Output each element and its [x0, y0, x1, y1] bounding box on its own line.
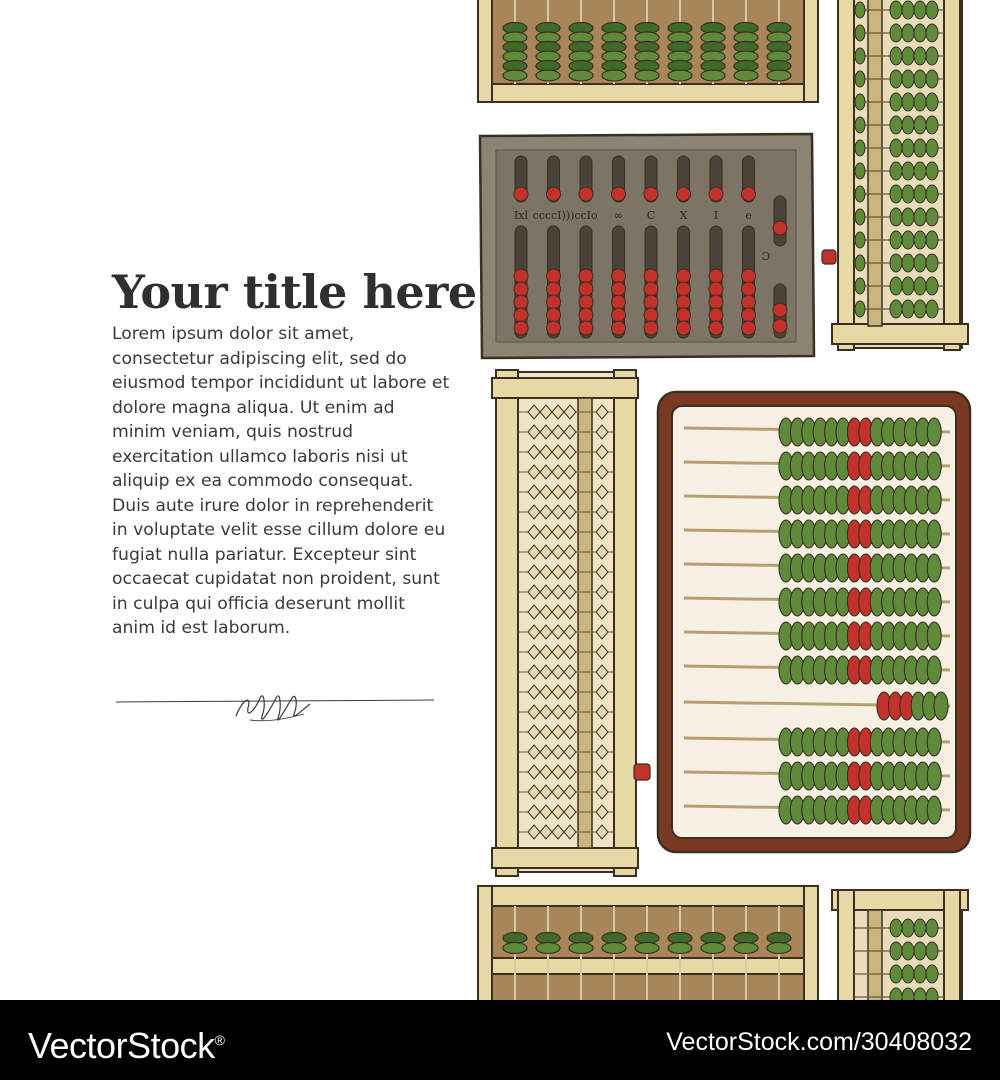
bead — [701, 943, 725, 954]
bead — [934, 692, 948, 720]
stone-symbol: Ixl — [513, 209, 529, 222]
bead — [644, 269, 658, 283]
divider-flourish — [114, 686, 436, 732]
bead — [635, 943, 659, 954]
bead — [709, 269, 723, 283]
bead — [927, 588, 941, 616]
bead — [701, 70, 725, 81]
bead — [709, 187, 723, 201]
stone-symbol: e — [745, 209, 752, 222]
bead — [547, 282, 561, 296]
bead — [890, 70, 902, 88]
bead — [644, 295, 658, 309]
bead — [514, 282, 528, 296]
bead — [734, 70, 758, 81]
bead — [890, 1, 902, 19]
bead — [914, 116, 926, 134]
bead — [514, 269, 528, 283]
bead — [579, 269, 593, 283]
bead — [902, 965, 914, 983]
bead — [914, 988, 926, 1000]
bead — [579, 321, 593, 335]
bead — [742, 295, 756, 309]
bead — [902, 1, 914, 19]
bead — [890, 231, 902, 249]
bead — [914, 1, 926, 19]
bead — [890, 919, 902, 937]
knob — [634, 764, 650, 780]
bead — [701, 933, 725, 944]
bead — [767, 943, 791, 954]
bead — [569, 943, 593, 954]
bead — [536, 933, 560, 944]
bead — [855, 209, 865, 225]
stone-symbol: ∞ — [613, 209, 624, 222]
abacus-middle-vertical — [492, 370, 650, 876]
bead — [914, 942, 926, 960]
bead — [914, 93, 926, 111]
bead — [855, 232, 865, 248]
bead — [612, 321, 626, 335]
bead — [855, 255, 865, 271]
bead — [914, 139, 926, 157]
bead — [644, 187, 658, 201]
bead — [709, 282, 723, 296]
bead — [734, 943, 758, 954]
bead — [902, 300, 914, 318]
bead — [742, 308, 756, 322]
bead — [914, 231, 926, 249]
bead — [890, 988, 902, 1000]
bead — [902, 24, 914, 42]
bead — [503, 943, 527, 954]
bead — [579, 187, 593, 201]
bead — [926, 965, 938, 983]
bead — [927, 418, 941, 446]
bead — [902, 919, 914, 937]
bead — [855, 94, 865, 110]
bead — [902, 277, 914, 295]
stone-symbol: C — [646, 209, 656, 222]
bead — [926, 185, 938, 203]
registered-mark: ® — [214, 1032, 225, 1048]
text-block — [112, 264, 477, 641]
bead — [569, 933, 593, 944]
bead — [514, 187, 528, 201]
bead — [914, 254, 926, 272]
abacus-large-framed — [658, 392, 970, 852]
bead — [890, 139, 902, 157]
bead — [926, 942, 938, 960]
bead — [644, 308, 658, 322]
bead — [926, 139, 938, 157]
abacus-bottom-right — [832, 890, 968, 1000]
bead — [890, 24, 902, 42]
bead — [902, 93, 914, 111]
bead — [855, 278, 865, 294]
bead — [926, 208, 938, 226]
bead — [926, 70, 938, 88]
bead — [926, 93, 938, 111]
bead — [644, 321, 658, 335]
bead — [602, 933, 626, 944]
bead — [926, 919, 938, 937]
abacus-top-left — [478, 0, 818, 102]
stone-symbol: ccIo — [574, 209, 598, 222]
bead — [914, 24, 926, 42]
bead — [742, 321, 756, 335]
bead — [890, 277, 902, 295]
bead — [902, 254, 914, 272]
bead — [668, 70, 692, 81]
bead — [926, 1, 938, 19]
bead — [914, 162, 926, 180]
bead — [902, 208, 914, 226]
bead — [612, 295, 626, 309]
bead — [644, 282, 658, 296]
bead — [902, 162, 914, 180]
bead — [902, 47, 914, 65]
bead — [890, 942, 902, 960]
bead — [514, 321, 528, 335]
image-id: VectorStock.com/30408032 — [666, 1028, 972, 1056]
bead — [926, 47, 938, 65]
bead — [612, 282, 626, 296]
bead — [773, 303, 787, 317]
stone-symbol: ccccI))) — [532, 209, 575, 222]
bead — [602, 70, 626, 81]
page-title: Your title here — [112, 265, 477, 319]
bead — [890, 93, 902, 111]
bead — [914, 208, 926, 226]
bead — [742, 269, 756, 283]
bead — [547, 187, 561, 201]
bead — [890, 300, 902, 318]
bead — [602, 943, 626, 954]
bead — [855, 71, 865, 87]
bead — [926, 300, 938, 318]
bead — [902, 185, 914, 203]
bead — [742, 187, 756, 201]
bead — [677, 321, 691, 335]
bead — [890, 254, 902, 272]
bead — [547, 295, 561, 309]
bead — [503, 933, 527, 944]
bead — [709, 321, 723, 335]
bead — [773, 221, 787, 235]
bead — [734, 933, 758, 944]
bead — [902, 70, 914, 88]
abacus-bottom-left — [478, 886, 818, 1000]
bead — [855, 117, 865, 133]
bead — [767, 70, 791, 81]
bead — [927, 762, 941, 790]
stone-symbol: Ɔ — [761, 250, 771, 263]
bead — [612, 187, 626, 201]
bead — [914, 300, 926, 318]
bead — [914, 70, 926, 88]
bead — [677, 269, 691, 283]
bead — [579, 308, 593, 322]
bead — [927, 520, 941, 548]
brand-name: VectorStock — [28, 1025, 215, 1066]
bead — [855, 140, 865, 156]
bead — [579, 295, 593, 309]
stone-symbol: X — [679, 209, 688, 222]
bead — [677, 308, 691, 322]
body-paragraph: Lorem ipsum dolor sit amet, consectetur adipiscing elit, sed do eiusmod tempor incididunt ut labore et dolore magna aliqua. Ut enim ad minim veniam, quis nostrud exercitation ullamco laboris nisi ut aliquip ex ea commodo consequat. Duis aute irure dolor in reprehenderit in voluptate velit esse cillum dolore eu fugiat nulla pariatur. Excepteur sint occaecat cupidatat non proident, sunt in culpa qui officia deserunt mollit anim id est laborum. — [112, 324, 450, 638]
abacus-stone — [480, 134, 814, 358]
bead — [890, 162, 902, 180]
bead — [926, 231, 938, 249]
abacus-top-right — [822, 0, 968, 350]
bead — [914, 965, 926, 983]
vectorstock-logo — [28, 1018, 224, 1068]
bead — [890, 185, 902, 203]
bead — [927, 486, 941, 514]
bead — [514, 308, 528, 322]
bead — [927, 796, 941, 824]
bead — [677, 295, 691, 309]
bead — [668, 933, 692, 944]
bead — [855, 25, 865, 41]
bead — [926, 988, 938, 1000]
bead — [742, 282, 756, 296]
bead — [902, 231, 914, 249]
bead — [902, 988, 914, 1000]
bead — [579, 282, 593, 296]
bead — [547, 308, 561, 322]
bead — [677, 282, 691, 296]
bead — [855, 2, 865, 18]
stone-symbol: I — [713, 209, 719, 222]
bead — [926, 24, 938, 42]
bead — [773, 319, 787, 333]
bead — [926, 277, 938, 295]
bead — [855, 48, 865, 64]
bead — [668, 943, 692, 954]
bead — [612, 269, 626, 283]
bead — [855, 301, 865, 317]
bead — [709, 295, 723, 309]
bead — [855, 186, 865, 202]
bead — [503, 70, 527, 81]
bead — [767, 933, 791, 944]
bead — [927, 622, 941, 650]
bead — [547, 321, 561, 335]
bead — [926, 162, 938, 180]
bead — [547, 269, 561, 283]
bead — [927, 452, 941, 480]
bead — [927, 656, 941, 684]
bead — [890, 116, 902, 134]
bead — [677, 187, 691, 201]
bead — [927, 728, 941, 756]
watermark-footer — [0, 1000, 1000, 1080]
bead — [855, 163, 865, 179]
bead — [514, 295, 528, 309]
bead — [635, 933, 659, 944]
knob — [822, 250, 836, 264]
bead — [569, 70, 593, 81]
bead — [890, 208, 902, 226]
bead — [536, 70, 560, 81]
bead — [926, 254, 938, 272]
bead — [890, 965, 902, 983]
bead — [612, 308, 626, 322]
bead — [914, 919, 926, 937]
bead — [927, 554, 941, 582]
bead — [536, 943, 560, 954]
bead — [914, 185, 926, 203]
bead — [890, 47, 902, 65]
bead — [902, 116, 914, 134]
bead — [902, 942, 914, 960]
bead — [914, 47, 926, 65]
bead — [635, 70, 659, 81]
bead — [709, 308, 723, 322]
bead — [902, 139, 914, 157]
bead — [926, 116, 938, 134]
bead — [914, 277, 926, 295]
